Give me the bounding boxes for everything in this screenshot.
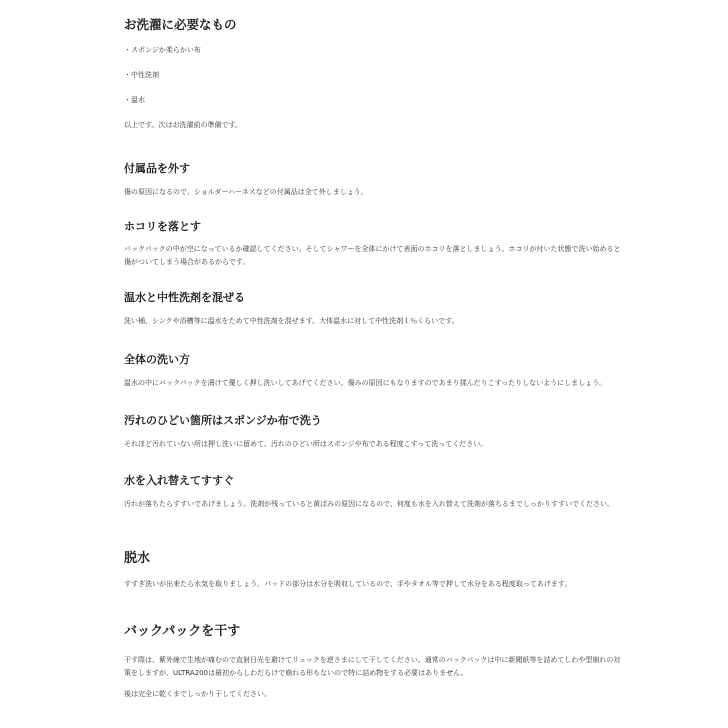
step-heading-remove-dust: ホコリを落とす: [124, 220, 201, 233]
step-body: 温水の中にバックパックを漬けて優しく押し洗いしてあげてください。傷みの原因にもなりますのであまり揉んだりこすったりしないようにしましょう。: [124, 379, 607, 387]
step-body: 洗い桶、シンクや浴槽等に温水をためて中性洗剤を混ぜます。大体温水に対して中性洗剤１％くらいです。: [124, 317, 459, 325]
section-body: すすぎ洗いが出来たら水気を取りましょう。パッドの部分は水分を吸収しているので、手やタオル等で押して水分をある程度取ってあげます。: [124, 580, 572, 588]
section-heading-required-items: お洗濯に必要なもの: [124, 17, 237, 32]
step-body: 傷の原因になるので、ショルダーハーネスなどの付属品は全て外しましょう。: [124, 188, 368, 196]
step-heading-remove-accessories: 付属品を外す: [124, 162, 190, 175]
section-heading-dehydrate: 脱水: [124, 551, 151, 566]
step-heading-spot-clean: 汚れのひどい箇所はスポンジか布で洗う: [124, 414, 322, 427]
step-body: それほど汚れていない所は押し洗いに留めて、汚れのひどい所はスポンジや布である程度こすって洗ってください。: [124, 440, 488, 448]
step-heading-washing-method: 全体の洗い方: [124, 353, 190, 366]
step-body: 汚れが落ちたらすすいであげましょう。洗剤が残っていると黄ばみの原因になるので、何度も水を入れ替えて洗剤が落ちるまでしっかりすすいでください。: [124, 500, 614, 508]
step-body: バックパックの中が空になっているか確認してください。そしてシャワーを全体にかけて表面のホコリを落としましょう。ホコリが付いた状態で洗い始めると傷がついてしまう場合があるからです。: [124, 245, 621, 266]
list-item: ・温水: [124, 96, 145, 104]
section-body: 干す際は、紫外線で生地が痛むので直射日光を避けてリュックを逆さまにして干してください。通常のバックパックは中に新聞紙等を詰めてしわや型崩れの対策をしますが、ULTRA200は最初からしわだらけで崩れる形もないので特に詰め物をする必要はありません。: [124, 656, 621, 677]
section-heading-dry-backpack: バックパックを干す: [124, 624, 241, 639]
step-heading-mix-detergent: 温水と中性洗剤を混ぜる: [124, 291, 245, 304]
step-heading-rinse: 水を入れ替えてすすぐ: [124, 474, 235, 487]
section-body: 後は完全に乾くまでしっかり干してください。: [124, 690, 271, 698]
intro-note: 以上です。次はお洗濯前の準備です。: [124, 121, 242, 129]
list-item: ・中性洗剤: [124, 71, 159, 79]
list-item: ・スポンジか柔らかい布: [124, 46, 201, 54]
